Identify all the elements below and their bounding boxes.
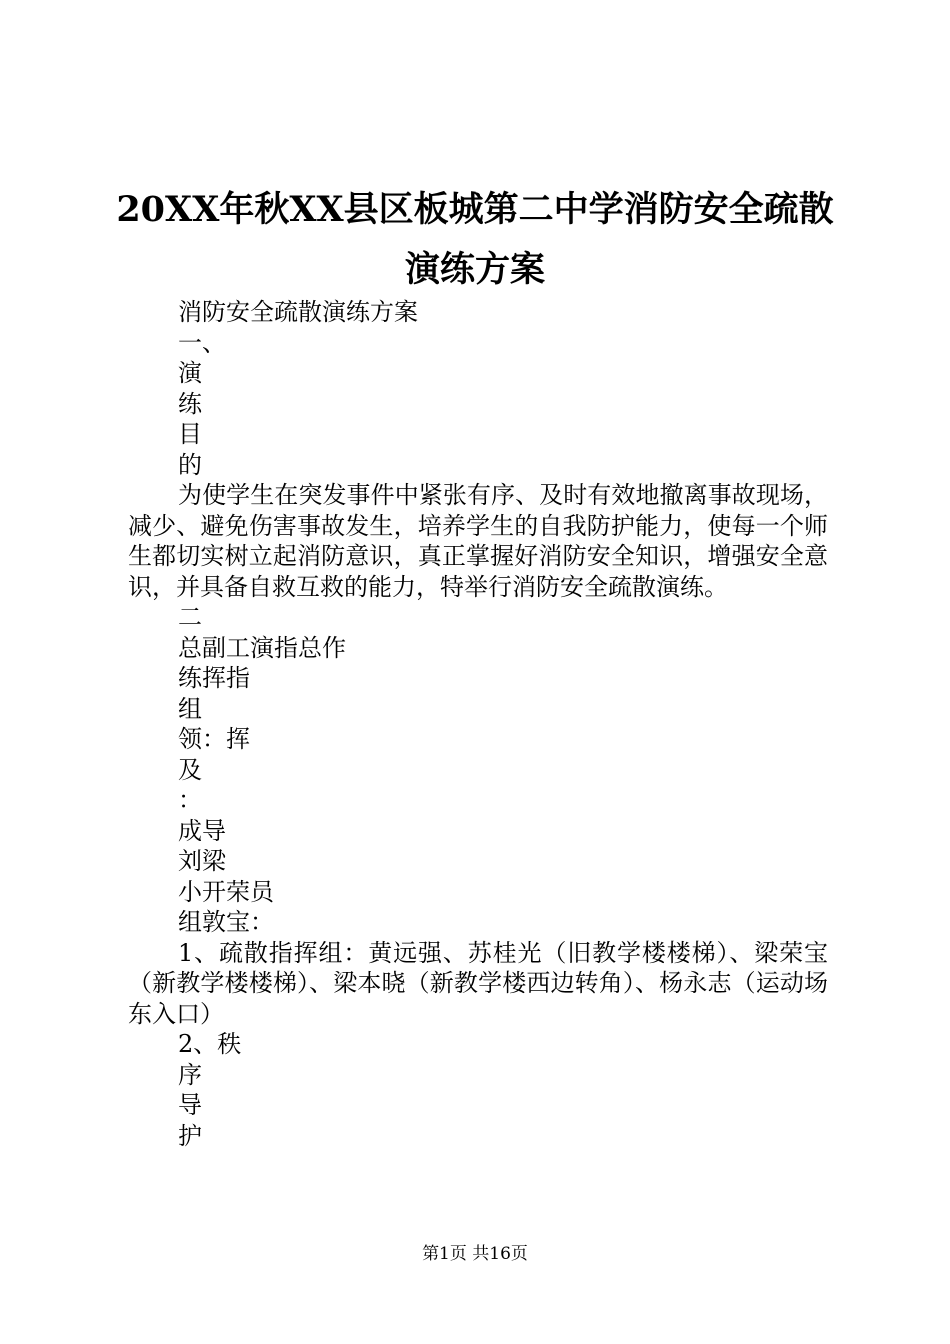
document-title-line-1: 20XX年秋XX县区板城第二中学消防安全疏散 — [116, 189, 834, 230]
document-title-line-2: 演练方案 — [404, 249, 545, 290]
body-line: ： — [178, 786, 202, 814]
document-body — [128, 297, 828, 1151]
body-line: 的 — [178, 450, 202, 479]
body-line: 导 — [178, 1091, 202, 1119]
body-line: 消防安全疏散演练方案 — [178, 298, 418, 326]
body-line: 成导 — [178, 816, 226, 845]
section-heading: 一、 — [178, 328, 226, 357]
body-line: 护 — [178, 1121, 202, 1150]
body-line: 组 — [178, 694, 202, 723]
body-line: 组敦宝： — [178, 908, 274, 936]
body-line: 小开荣员 — [178, 877, 274, 906]
evacuation-group-paragraph: 1、疏散指挥组：黄远强、苏桂光（旧教学楼楼梯）、梁荣宝（新教学楼楼梯）、梁本晓（新教学楼西边转角）、杨永志（运动场东入口） — [128, 938, 828, 1028]
section-heading: 二 — [178, 603, 202, 631]
body-line: 序 — [178, 1060, 202, 1089]
body-line: 2、秩 — [178, 1030, 242, 1058]
page-number-footer: 第1页 共16页 — [422, 1244, 528, 1264]
body-line: 刘梁 — [178, 847, 226, 875]
body-line: 及 — [178, 755, 202, 784]
purpose-paragraph: 为使学生在突发事件中紧张有序、及时有效地撤离事故现场，减少、避免伤害事故发生，培养学生的自我防护能力，使每一个师生都切实树立起消防意识，真正掌握好消防安全知识，增强安全意识，并具备自救互救的能力，特举行消防安全疏散演练。 — [128, 481, 828, 601]
body-line: 演 — [178, 359, 202, 387]
body-line: 总副工演指总作 — [178, 633, 346, 662]
body-line: 领：挥 — [178, 725, 250, 753]
body-line: 练挥指 — [178, 664, 250, 692]
body-line: 目 — [178, 420, 202, 448]
body-line: 练 — [178, 389, 202, 418]
